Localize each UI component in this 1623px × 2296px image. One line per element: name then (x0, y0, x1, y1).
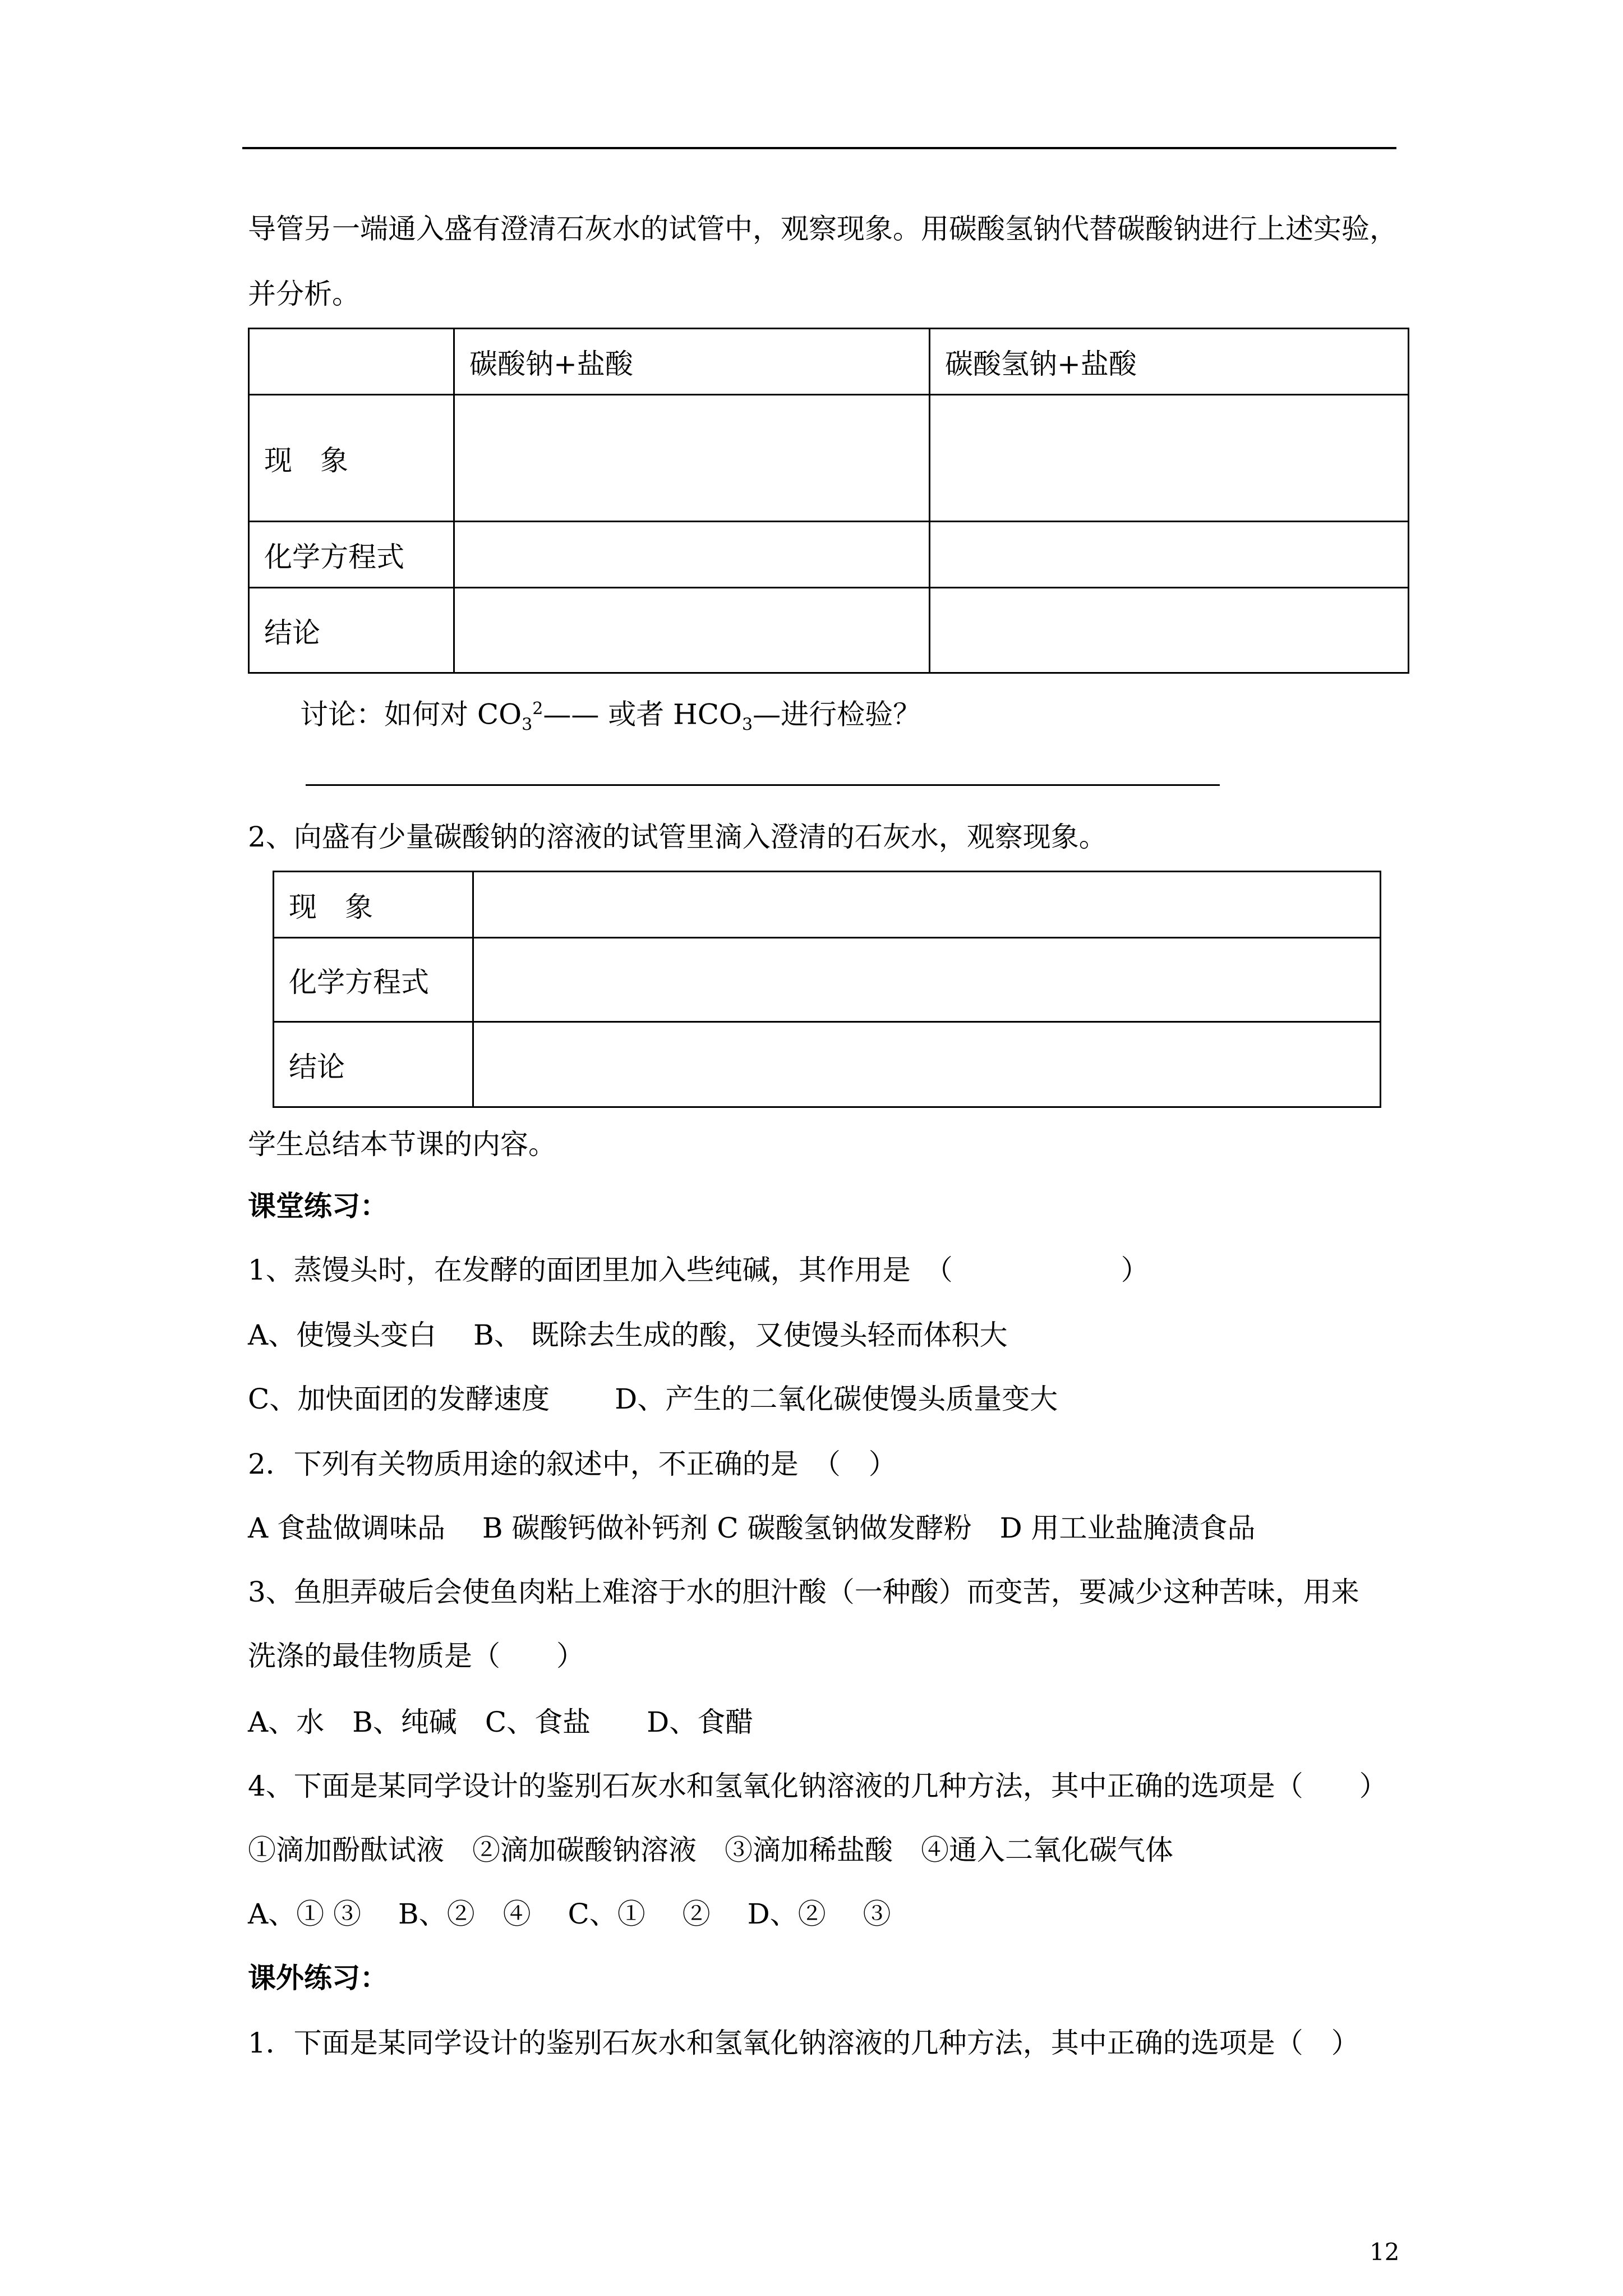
table-cell (473, 872, 1381, 938)
experiment-2-instruction: 2、向盛有少量碳酸钠的溶液的试管里滴入澄清的石灰水，观察现象。 (248, 821, 1107, 853)
classwork-line: C、加快面团的发酵速度 D、产生的二氧化碳使馒头质量变大 (248, 1383, 1058, 1415)
table-cell (454, 588, 930, 673)
classwork-line: A 食盐做调味品 B 碳酸钙做补钙剂 C 碳酸氢钠做发酵粉 D 用工业盐腌渍食品 (248, 1512, 1256, 1544)
header-rule (242, 147, 1396, 149)
table-cell (930, 522, 1409, 588)
table-cell (930, 395, 1409, 522)
classwork-line: 洗涤的最佳物质是（ ） (248, 1640, 584, 1672)
intro-line-1: 导管另一端通入盛有澄清石灰水的试管中，观察现象。用碳酸氢钠代替碳酸钠进行上述实验， (248, 213, 1398, 245)
row-label: 现 象 (249, 395, 454, 522)
row-label: 化学方程式 (249, 522, 454, 588)
page-number: 12 (1370, 2238, 1400, 2266)
row-label: 结论 (249, 588, 454, 673)
superscript: 2 (532, 699, 543, 719)
classwork-line: A、① ③ B、② ④ C、① ② D、② ③ (248, 1898, 891, 1930)
table-cell (249, 329, 454, 395)
discussion-question (300, 692, 921, 742)
table-cell (473, 1022, 1381, 1107)
row-label: 化学方程式 (274, 938, 473, 1022)
table-cell (454, 522, 930, 588)
discussion-text: —进行检验？ (753, 698, 921, 731)
intro-line-2: 并分析。 (248, 278, 360, 310)
table-cell (473, 938, 1381, 1022)
table-row (274, 938, 1381, 1022)
summary-line: 学生总结本节课的内容。 (248, 1128, 556, 1161)
answer-line (306, 784, 1220, 786)
classwork-line: 3、鱼胆弄破后会使鱼肉粘上难溶于水的胆汁酸（一种酸）而变苦，要减少这种苦味，用来 (248, 1576, 1359, 1608)
table-row (249, 588, 1409, 673)
row-label: 现 象 (274, 872, 473, 938)
classwork-line: 4、下面是某同学设计的鉴别石灰水和氢氧化钠溶液的几种方法，其中正确的选项是（ ） (248, 1770, 1387, 1802)
discussion-text: —— 或者 HCO (543, 698, 742, 731)
row-label: 结论 (274, 1022, 473, 1107)
table-cell (930, 588, 1409, 673)
classwork-line: A、使馒头变白 B、 既除去生成的酸，又使馒头轻而体积大 (248, 1319, 1008, 1351)
table-header-row (249, 329, 1409, 395)
discussion-text: 讨论：如何对 CO (300, 698, 522, 731)
homework-line: 1．下面是某同学设计的鉴别石灰水和氢氧化钠溶液的几种方法，其中正确的选项是（ ） (248, 2027, 1359, 2059)
table-row (249, 395, 1409, 522)
classwork-line: A、水 B、纯碱 C、食盐 D、食醋 (248, 1706, 754, 1738)
classwork-line: 2．下列有关物质用途的叙述中，不正确的是 （ ） (248, 1448, 897, 1480)
subscript: 3 (741, 715, 753, 735)
subscript: 3 (522, 715, 533, 735)
table-header-cell: 碳酸氢钠+盐酸 (930, 329, 1409, 395)
experiment-2-table (273, 871, 1381, 1108)
table-header-cell: 碳酸钠+盐酸 (454, 329, 930, 395)
table-cell (454, 395, 930, 522)
table-row (274, 872, 1381, 938)
experiment-1-table (248, 328, 1409, 674)
homework-heading: 课外练习： (248, 1961, 388, 1994)
classwork-heading: 课堂练习： (248, 1189, 388, 1222)
classwork-line: ①滴加酚酞试液 ②滴加碳酸钠溶液 ③滴加稀盐酸 ④通入二氧化碳气体 (248, 1834, 1173, 1866)
table-row (274, 1022, 1381, 1107)
classwork-line: 1、蒸馒头时，在发酵的面团里加入些纯碱，其作用是 （ ） (248, 1254, 1149, 1286)
table-row (249, 522, 1409, 588)
